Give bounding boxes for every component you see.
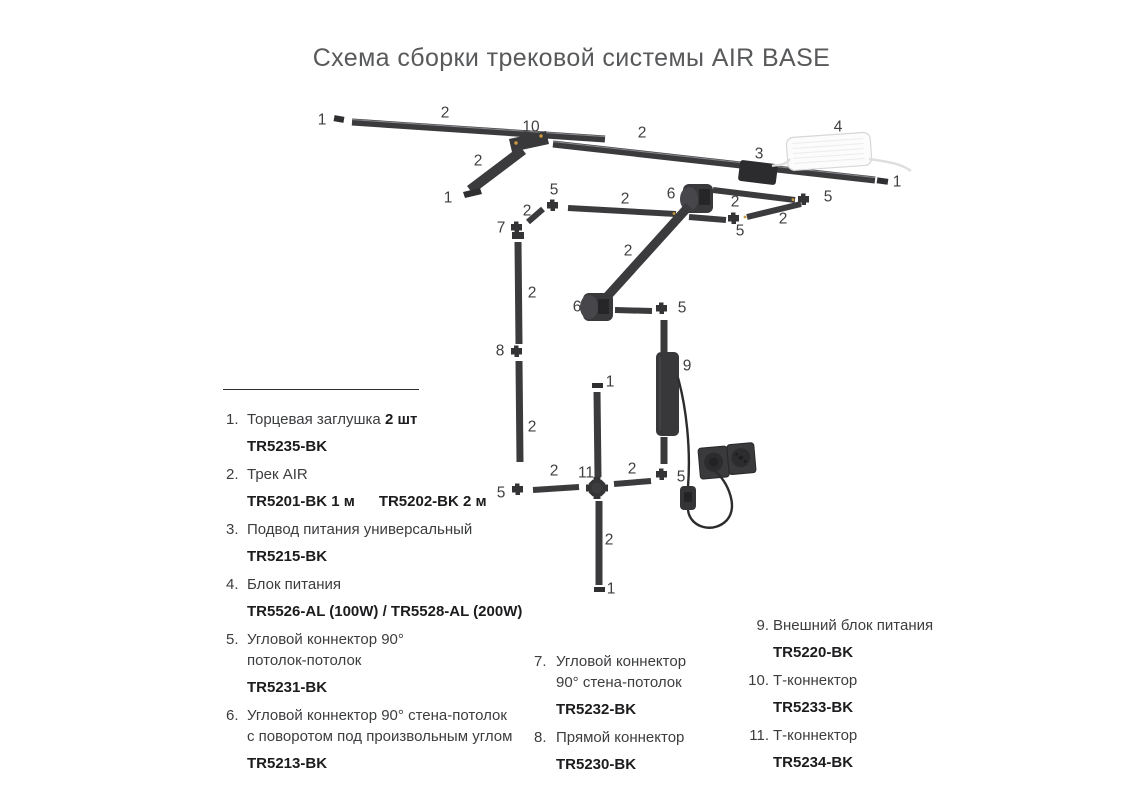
- legend-item-number: 3.: [226, 521, 239, 538]
- end-cap: [877, 177, 889, 184]
- product-code: TR5230-BK: [556, 756, 637, 773]
- end-cap: [334, 115, 345, 123]
- legend-item-number: 11.: [749, 727, 769, 744]
- callout-2: 2: [522, 202, 532, 220]
- legend-item-6: [226, 705, 536, 774]
- callout-5: 5: [496, 484, 506, 502]
- callout-5: 5: [677, 299, 687, 317]
- legend-item-name: Угловой коннектор 90° стена-потолок с поворотом под произвольным углом: [247, 707, 513, 745]
- callout-2: 2: [637, 124, 647, 142]
- callout-3: 3: [754, 145, 764, 163]
- legend-item-number: 7.: [534, 653, 547, 670]
- page-title: Схема сборки трековой системы AIR BASE: [312, 44, 831, 72]
- legend-item-codes: [534, 699, 749, 720]
- legend-item-number: 10.: [748, 672, 769, 689]
- track-segment: [533, 487, 579, 490]
- callout-1: 1: [605, 373, 615, 391]
- legend-item-name: Торцевая заглушка 2 шт: [247, 411, 418, 428]
- legend-item-9: [743, 615, 973, 663]
- legend-divider: [223, 389, 419, 390]
- legend-item-codes: [743, 642, 973, 663]
- legend-item-8: [534, 727, 749, 775]
- legend-item-number: 4.: [226, 576, 239, 593]
- legend-item-codes: [226, 491, 536, 512]
- callout-2: 2: [440, 104, 450, 122]
- callout-1: 1: [317, 111, 327, 129]
- legend-item-name: Блок питания: [247, 576, 341, 593]
- wall-socket: [698, 443, 757, 480]
- legend-item-codes: [226, 546, 536, 567]
- track-segment: [713, 190, 795, 200]
- legend-column-right: [743, 615, 973, 780]
- callout-10: 10: [522, 118, 540, 136]
- end-cap: [594, 587, 605, 592]
- track-segment: [615, 310, 652, 311]
- callout-6: 6: [572, 298, 582, 316]
- legend-item-codes: [743, 697, 973, 718]
- callout-5: 5: [735, 222, 745, 240]
- contact-dot: [744, 216, 747, 219]
- legend-item-name: Трек AIR: [247, 466, 308, 483]
- callout-2: 2: [623, 242, 633, 260]
- floor-cross-run: [533, 383, 651, 592]
- track-segment: [568, 208, 676, 214]
- legend-item-number: 1.: [226, 411, 239, 428]
- legend-item-number: 6.: [226, 707, 239, 724]
- track-segment: [518, 242, 519, 344]
- legend-item-number: 5.: [226, 631, 239, 648]
- product-code: TR5234-BK: [773, 754, 854, 771]
- power-feed-connector-3: [738, 160, 778, 185]
- legend-item-codes: [226, 601, 536, 622]
- callout-2: 2: [604, 531, 614, 549]
- legend-item-codes: [743, 752, 973, 773]
- callout-9: 9: [682, 357, 692, 375]
- callout-2: 2: [549, 462, 559, 480]
- psu-cord: [869, 159, 911, 171]
- legend-item-1: [226, 409, 536, 457]
- track-segment: [747, 204, 801, 217]
- legend-item-number: 8.: [534, 729, 547, 746]
- callout-7: 7: [496, 219, 506, 237]
- product-code: TR5233-BK: [773, 699, 854, 716]
- legend-item-name: Угловой коннектор 90° стена-потолок: [556, 653, 687, 691]
- track-segment: [597, 392, 598, 477]
- contact-dot: [792, 198, 795, 201]
- legend-item-number: 2.: [226, 466, 239, 483]
- callout-1: 1: [443, 189, 453, 207]
- legend-item-name: Угловой коннектор 90° потолок-потолок: [247, 631, 404, 669]
- callout-2: 2: [527, 418, 537, 436]
- diagonal-to-wall: [580, 206, 689, 321]
- corner-connector-7: [511, 222, 522, 234]
- legend-item-2: [226, 464, 536, 512]
- legend-item-11: [743, 725, 973, 773]
- legend-item-5: [226, 629, 536, 698]
- track-segment: [614, 481, 651, 484]
- product-code: TR5231-BK: [247, 679, 328, 696]
- callout-2: 2: [620, 190, 630, 208]
- legend-item-codes: [226, 753, 536, 774]
- callout-4: 4: [833, 118, 843, 136]
- product-code: TR5202-BK 2 м: [378, 493, 487, 510]
- callout-2: 2: [527, 284, 537, 302]
- track-segment: [604, 206, 689, 300]
- contact-dot: [514, 141, 517, 144]
- contact-dot: [539, 134, 542, 137]
- legend-column-left: [226, 409, 536, 781]
- legend-item-codes: [226, 677, 536, 698]
- legend-item-codes: [534, 754, 749, 775]
- legend-item-name: Внешний блок питания: [773, 617, 934, 634]
- legend-column-middle: [534, 651, 749, 782]
- straight-connector-8: [511, 346, 522, 358]
- product-code: TR5201-BK 1 м: [247, 493, 355, 510]
- callout-1: 1: [892, 173, 902, 191]
- legend-item-name: Подвод питания универсальный: [247, 521, 473, 538]
- corner-connector-5: [656, 469, 667, 481]
- legend-item-4: [226, 574, 536, 622]
- callout-2: 2: [473, 152, 483, 170]
- callout-11: 11: [577, 464, 595, 482]
- callout-5: 5: [823, 188, 833, 206]
- contact-dot: [673, 212, 676, 215]
- legend-item-7: [534, 651, 749, 720]
- product-code: TR5526-AL (100W) / TR5528-AL (200W): [247, 603, 523, 620]
- callout-2: 2: [730, 193, 740, 211]
- track-highlight: [352, 120, 605, 137]
- track-segment: [352, 122, 605, 139]
- corner-connector-5: [656, 303, 667, 315]
- end-cap: [592, 383, 603, 388]
- product-code: TR5232-BK: [556, 701, 637, 718]
- product-code: TR5235-BK: [247, 438, 328, 455]
- legend-item-name: Прямой коннектор: [556, 729, 685, 746]
- legend-item-name: Т-коннектор: [773, 727, 858, 744]
- callout-8: 8: [495, 342, 505, 360]
- product-code: TR5220-BK: [773, 644, 854, 661]
- power-supply-unit-4: [772, 132, 911, 171]
- product-code: TR5213-BK: [247, 755, 328, 772]
- track-segment: [689, 217, 726, 220]
- callout-5: 5: [676, 468, 686, 486]
- legend-item-number: 9.: [756, 617, 769, 634]
- legend-item-codes: [226, 436, 536, 457]
- callout-2: 2: [778, 210, 788, 228]
- legend-item-10: [743, 670, 973, 718]
- callout-5: 5: [549, 181, 559, 199]
- callout-6: 6: [666, 185, 676, 203]
- product-code: TR5215-BK: [247, 548, 328, 565]
- corner-connector-5: [547, 200, 558, 212]
- callout-2: 2: [627, 460, 637, 478]
- legend-item-3: [226, 519, 536, 567]
- legend-item-name: Т-коннектор: [773, 672, 858, 689]
- callout-1: 1: [606, 580, 616, 598]
